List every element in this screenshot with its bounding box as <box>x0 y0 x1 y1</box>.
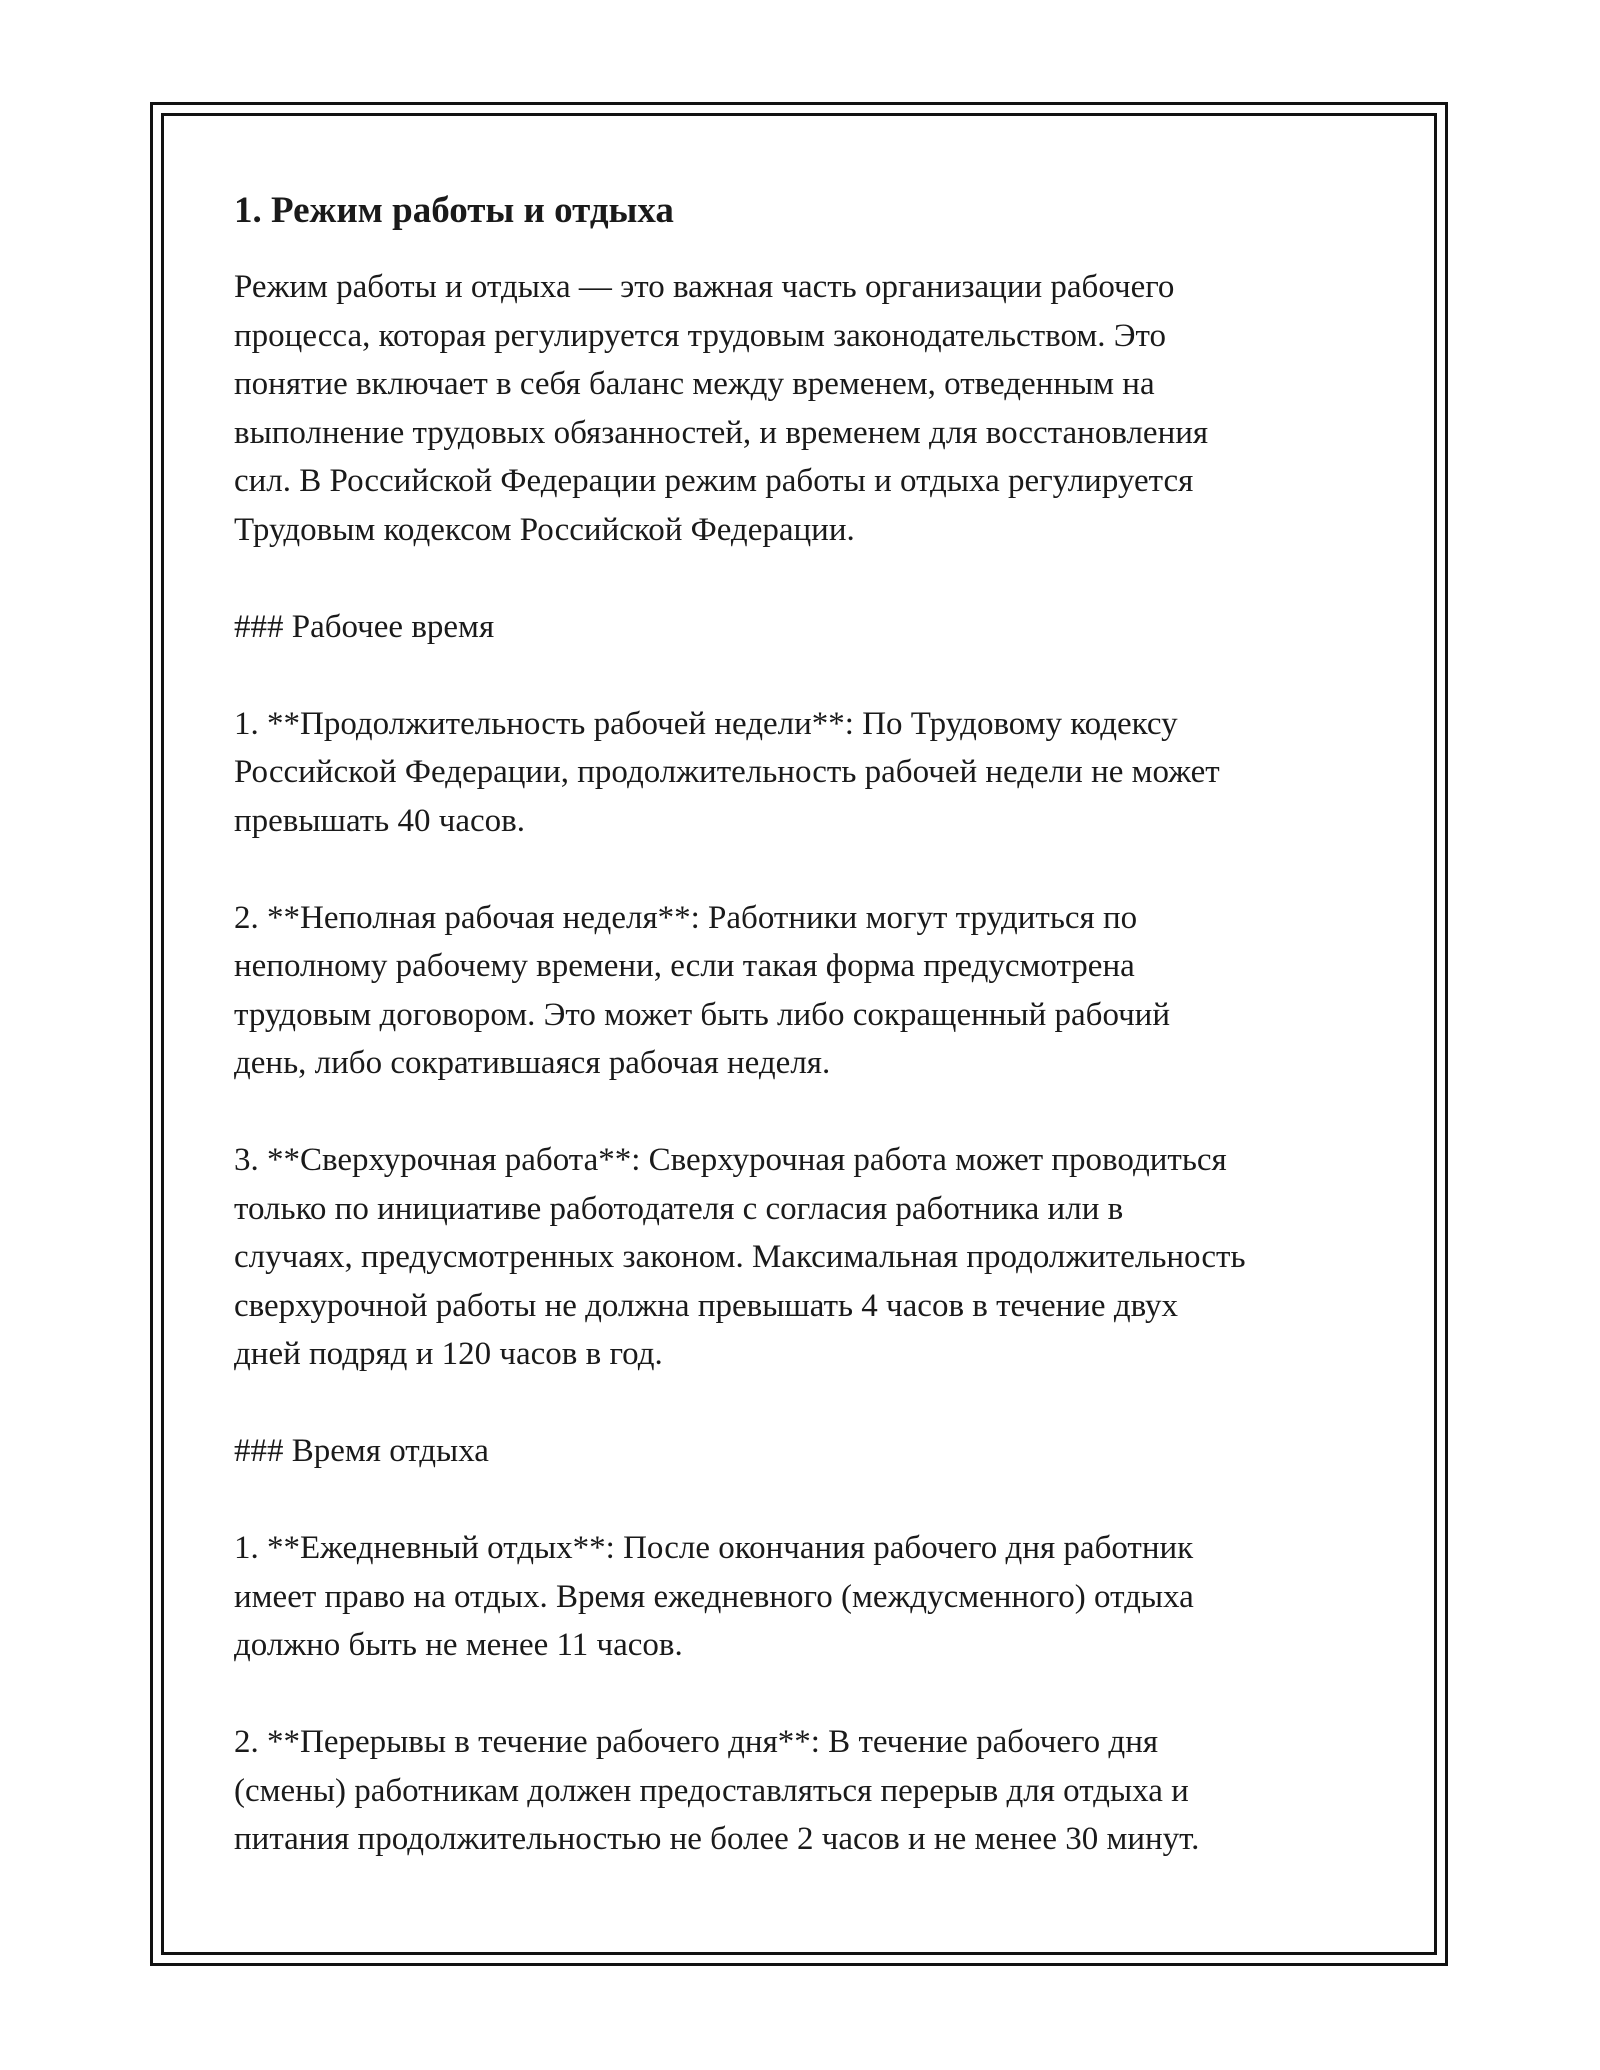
list-item-breaks: 2. **Перерывы в течение рабочего дня**: В течение рабочего дня (смены) работникам должен предоставляться перерыв для отдыха и питания продолжительностью не более 2 часов и не менее 30 минут. <box>234 1724 1200 1857</box>
document-body <box>234 187 1374 1864</box>
spacer <box>234 554 1374 603</box>
spacer <box>234 1476 1374 1525</box>
spacer <box>234 1670 1374 1719</box>
document-title: 1. Режим работы и отдыха <box>234 190 674 231</box>
spacer <box>234 1379 1374 1428</box>
section-heading-work-time: ### Рабочее время <box>234 608 495 645</box>
list-item-daily-rest: 1. **Ежедневный отдых**: После окончания рабочего дня работник имеет право на отдых. Время ежедневного (междусменного) отдыха должно быть не менее 11 часов. <box>234 1530 1194 1663</box>
spacer <box>234 651 1374 700</box>
list-item-part-time: 2. **Неполная рабочая неделя**: Работники могут трудиться по неполному рабочему времени, если такая форма предусмотрена трудовым договором. Это может быть либо сокращенный рабочий день, либо сократившаяся рабочая неделя. <box>234 899 1171 1081</box>
spacer <box>234 1088 1374 1137</box>
list-item-overtime: 3. **Сверхурочная работа**: Сверхурочная работа может проводиться только по инициативе работодателя с согласия работника или в случаях, предусмотренных законом. Максимальная продолжительность сверхурочной работы не должна превышать 4 часов в течение двух дней подряд и 120 часов в год. <box>234 1142 1246 1372</box>
list-item-work-week: 1. **Продолжительность рабочей недели**: По Трудовому кодексу Российской Федерации, продолжительность рабочей недели не может превышать 40 часов. <box>234 705 1220 839</box>
spacer <box>234 845 1374 894</box>
intro-paragraph: Режим работы и отдыха — это важная часть организации рабочего процесса, которая регулируется трудовым законодательством. Это понятие включает в себя баланс между временем, отведенным на выполнение трудовых обязанностей, и временем для восстановления сил. В Российской Федерации режим работы и отдыха регулируется Трудовым кодексом Российской Федерации. <box>234 269 1209 548</box>
section-heading-rest-time: ### Время отдыха <box>234 1433 489 1469</box>
